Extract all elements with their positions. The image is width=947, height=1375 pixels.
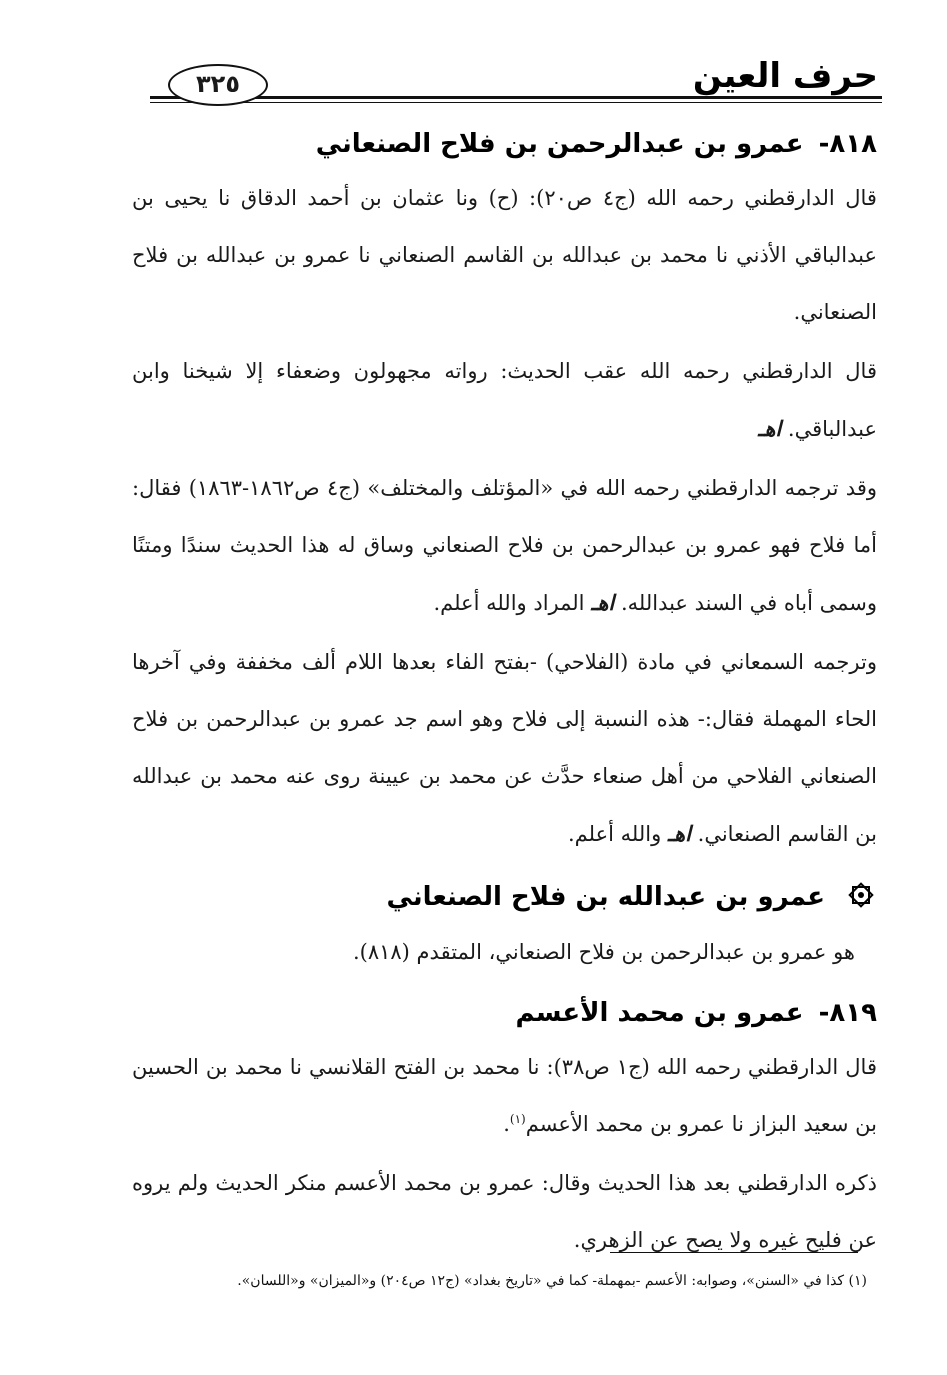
paragraph (132, 460, 877, 632)
end-quote-mark: اهـ (667, 821, 691, 846)
entry-number: ٨١٩- (818, 998, 877, 1028)
paragraph-text: قال الدارقطني رحمه الله عقب الحديث: رواته مجهولون وضعفاء إلا شيخنا وابن عبدالباقي. (132, 359, 877, 441)
paragraph (132, 634, 877, 863)
paragraph-text: قال الدارقطني رحمه الله (ج١ ص٣٨): نا محمد بن الفتح القلانسي نا محمد بن الحسين بن سعيد البزاز نا عمرو بن محمد الأعسم (132, 1055, 877, 1136)
paragraph (132, 1039, 877, 1153)
footnote-divider (610, 1252, 858, 1253)
sub-entry-title: عمرو بن عبدالله بن فلاح الصنعاني (386, 882, 825, 912)
eight-point-star-icon (845, 879, 877, 911)
paragraph: قال الدارقطني رحمه الله (ج٤ ص٢٠): (ح) ونا عثمان بن أحمد الدقاق نا يحيى بن عبدالباقي الأذني نا محمد بن عبدالله بن القاسم الصنعاني نا عمرو بن عبدالله بن فلاح الصنعاني. (132, 186, 877, 324)
entry-title: عمرو بن عبدالرحمن بن فلاح الصنعاني (315, 129, 804, 159)
end-quote-mark: اهـ (758, 416, 782, 441)
end-quote-mark: اهـ (591, 590, 615, 615)
page-header (150, 56, 882, 106)
paragraph: ذكره الدارقطني بعد هذا الحديث وقال: عمرو بن محمد الأعسم منكر الحديث ولم يروه عن فليح غيره ولا يصح عن الزهري. (132, 1171, 877, 1252)
entry-heading-819 (132, 987, 877, 1039)
sub-entry-heading (132, 869, 877, 927)
paragraph-text: وترجمه السمعاني في مادة (الفلاحي) -بفتح الفاء بعدها اللام ألف مخففة وفي آخرها الحاء المهملة فقال:- هذه النسبة إلى فلاح وهو اسم جد عمرو بن عبدالرحمن بن فلاح الصنعاني الفلاحي من أهل صنعاء حدَّث عن محمد بن عيينة روى عنه محمد بن عبدالله بن القاسم الصنعاني. (132, 650, 877, 846)
paragraph-text: وقد ترجمه الدارقطني رحمه الله في «المؤتلف والمختلف» (ج٤ ص١٨٦٢-١٨٦٣) فقال: أما فلاح فهو عمرو بن عبدالرحمن بن فلاح الصنعاني وساق له هذا الحديث سندًا ومتنًا وسمى أباه في السند عبدالله. (132, 476, 878, 615)
entry-heading-818 (132, 118, 877, 170)
footnote: (١) كذا في «السنن»، وصوابه: الأعسم -بمهملة- كما في «تاريخ بغداد» (ج١٢ ص٢٠٤) و«الميزان» و«اللسان». (237, 1273, 867, 1289)
footnote-marker[interactable]: (١) (509, 1112, 526, 1126)
paragraph (132, 343, 877, 458)
page-number: ٣٢٥ (168, 64, 268, 106)
header-rule-thin (150, 102, 882, 103)
cross-reference: هو عمرو بن عبدالرحمن بن فلاح الصنعاني، المتقدم (٨١٨). (352, 940, 855, 964)
entry-title: عمرو بن محمد الأعسم (515, 998, 804, 1028)
paragraph-text: . (503, 1112, 510, 1136)
page-content (132, 118, 877, 1269)
paragraph-text: المراد والله أعلم. (433, 591, 585, 615)
paragraph-text: والله أعلم. (567, 822, 662, 846)
entry-number: ٨١٨- (818, 129, 877, 159)
running-title: حرف العين (681, 56, 878, 96)
